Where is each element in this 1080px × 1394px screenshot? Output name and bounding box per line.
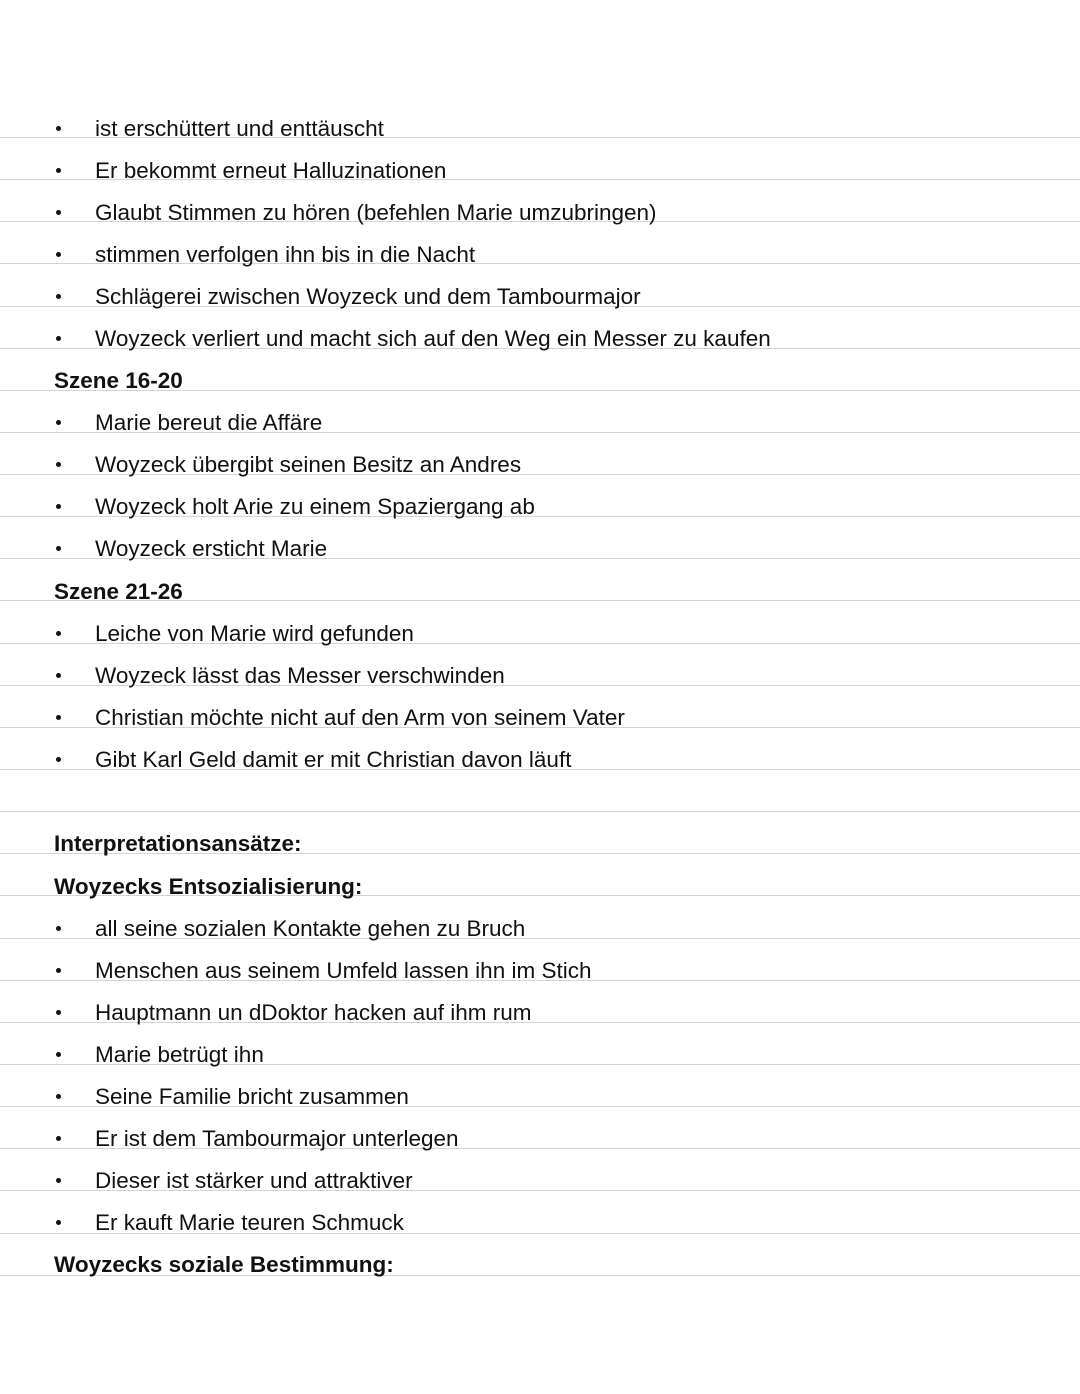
list-item — [0, 114, 1080, 156]
bullet-icon — [56, 968, 61, 973]
list-item — [0, 619, 1080, 661]
list-item-text: Dieser ist stärker und attraktiver — [95, 1168, 413, 1193]
list-item — [0, 324, 1080, 366]
list-item — [0, 914, 1080, 956]
list-item-text: Woyzeck verliert und macht sich auf den Weg ein Messer zu kaufen — [95, 326, 771, 351]
list-item-text: Christian möchte nicht auf den Arm von seinem Vater — [95, 705, 625, 730]
bullet-icon — [56, 546, 61, 551]
heading-soziale-bestimmung: Woyzecks soziale Bestimmung: — [54, 1252, 394, 1277]
bullet-icon — [56, 168, 61, 173]
list-item — [0, 1082, 1080, 1124]
list-item-text: Er ist dem Tambourmajor unterlegen — [95, 1126, 459, 1151]
bullet-icon — [56, 420, 61, 425]
heading-scene-16-20: Szene 16-20 — [54, 368, 183, 393]
heading-scene-21-26: Szene 21-26 — [54, 579, 183, 604]
bullet-icon — [56, 210, 61, 215]
bullet-icon — [56, 1052, 61, 1057]
list-item — [0, 240, 1080, 282]
bullet-icon — [56, 1094, 61, 1099]
section-heading — [0, 577, 1080, 619]
list-item-text: Hauptmann un dDoktor hacken auf ihm rum — [95, 1000, 532, 1025]
bullet-icon — [56, 252, 61, 257]
bullet-icon — [56, 1220, 61, 1225]
bullet-icon — [56, 336, 61, 341]
bullet-icon — [56, 631, 61, 636]
bullet-icon — [56, 504, 61, 509]
list-item — [0, 198, 1080, 240]
list-item-text: ist erschüttert und enttäuscht — [95, 116, 384, 141]
section-heading — [0, 1250, 1080, 1292]
bullet-icon — [56, 462, 61, 467]
bullet-icon — [56, 673, 61, 678]
list-item-text: Woyzeck holt Arie zu einem Spaziergang ab — [95, 494, 535, 519]
list-item — [0, 703, 1080, 745]
list-item-text: Gibt Karl Geld damit er mit Christian davon läuft — [95, 747, 572, 772]
list-item — [0, 956, 1080, 998]
ruled-line — [0, 811, 1080, 812]
list-item-text: Woyzeck übergibt seinen Besitz an Andres — [95, 452, 522, 477]
list-item — [0, 492, 1080, 534]
list-item-text: all seine sozialen Kontakte gehen zu Bruch — [95, 916, 526, 941]
list-item — [0, 745, 1080, 787]
bullet-icon — [56, 1136, 61, 1141]
list-item-text: Er bekommt erneut Halluzinationen — [95, 158, 447, 183]
bullet-icon — [56, 126, 61, 131]
list-item-text: Marie bereut die Affäre — [95, 410, 323, 435]
heading-entsozialisierung: Woyzecks Entsozialisierung: — [54, 874, 363, 899]
list-item-text: Seine Familie bricht zusammen — [95, 1084, 409, 1109]
list-item — [0, 1124, 1080, 1166]
list-item — [0, 408, 1080, 450]
list-item — [0, 661, 1080, 703]
list-item — [0, 998, 1080, 1040]
section-heading — [0, 872, 1080, 914]
section-heading — [0, 366, 1080, 408]
list-item-text: Woyzeck ersticht Marie — [95, 536, 328, 561]
bullet-icon — [56, 926, 61, 931]
list-item-text: stimmen verfolgen ihn bis in die Nacht — [95, 242, 476, 267]
list-item-text: Leiche von Marie wird gefunden — [95, 621, 414, 646]
list-item — [0, 1040, 1080, 1082]
bullet-icon — [56, 294, 61, 299]
list-item-text: Er kauft Marie teuren Schmuck — [95, 1210, 404, 1235]
list-item — [0, 282, 1080, 324]
heading-interpretation: Interpretationsansätze: — [54, 831, 302, 856]
list-item — [0, 156, 1080, 198]
section-heading — [0, 829, 1080, 871]
list-item — [0, 1208, 1080, 1250]
list-item-text: Marie betrügt ihn — [95, 1042, 264, 1067]
list-item-text: Schlägerei zwischen Woyzeck und dem Tambourmajor — [95, 284, 641, 309]
bullet-icon — [56, 1010, 61, 1015]
list-item-text: Menschen aus seinem Umfeld lassen ihn im Stich — [95, 958, 592, 983]
list-item — [0, 534, 1080, 576]
list-item — [0, 450, 1080, 492]
list-item-text: Glaubt Stimmen zu hören (befehlen Marie umzubringen) — [95, 200, 657, 225]
bullet-icon — [56, 757, 61, 762]
list-item-text: Woyzeck lässt das Messer verschwinden — [95, 663, 505, 688]
list-item — [0, 1166, 1080, 1208]
bullet-icon — [56, 1178, 61, 1183]
bullet-icon — [56, 715, 61, 720]
